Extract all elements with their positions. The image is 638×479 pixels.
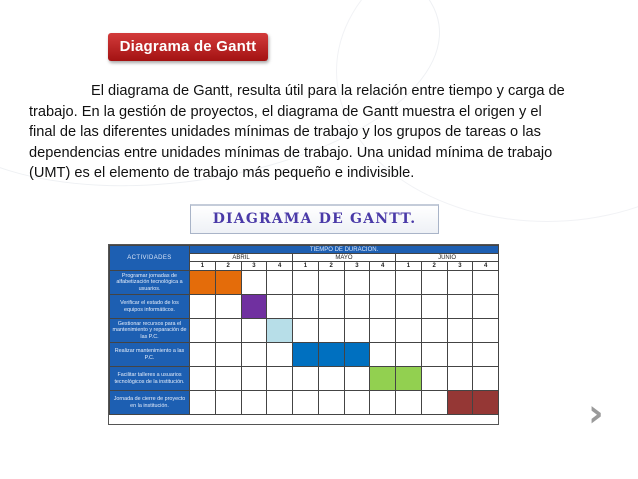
gantt-bar-cell (293, 343, 319, 367)
gantt-bar-cell (190, 271, 216, 295)
gantt-bar-cell (370, 367, 396, 391)
gantt-empty-cell (396, 295, 422, 319)
gantt-empty-cell (421, 367, 447, 391)
week-label: 1 (293, 262, 319, 271)
gantt-empty-cell (215, 367, 241, 391)
gantt-bar-cell (215, 271, 241, 295)
gantt-empty-cell (370, 343, 396, 367)
gantt-empty-cell (421, 343, 447, 367)
gantt-empty-cell (421, 271, 447, 295)
activities-header: ACTIVIDADES (110, 246, 190, 271)
paragraph-line: final de las diferentes unidades mínimas de trabajo y los grupos de tareas o las (29, 124, 541, 140)
gantt-empty-cell (293, 295, 319, 319)
gantt-empty-cell (421, 319, 447, 343)
gantt-empty-cell (293, 271, 319, 295)
gantt-empty-cell (215, 343, 241, 367)
gantt-bar-cell (344, 343, 370, 367)
gantt-empty-cell (190, 367, 216, 391)
gantt-bar-cell (267, 319, 293, 343)
gantt-empty-cell (370, 271, 396, 295)
gantt-bar-cell (396, 367, 422, 391)
gantt-empty-cell (241, 367, 267, 391)
gantt-empty-cell (473, 271, 499, 295)
gantt-empty-cell (447, 271, 473, 295)
gantt-empty-cell (473, 367, 499, 391)
gantt-empty-cell (241, 391, 267, 415)
activity-label: Facilitar talleres a usuarios tecnológicos de la institución. (110, 367, 190, 391)
gantt-empty-cell (318, 391, 344, 415)
activity-label: Jornada de cierre de proyecto en la institución. (110, 391, 190, 415)
gantt-empty-cell (473, 319, 499, 343)
gantt-empty-cell (267, 391, 293, 415)
gantt-bar-cell (241, 295, 267, 319)
week-label: 4 (370, 262, 396, 271)
activity-label: Realizar mantenimiento a las P.C. (110, 343, 190, 367)
gantt-empty-cell (190, 343, 216, 367)
gantt-empty-cell (215, 391, 241, 415)
gantt-empty-cell (370, 391, 396, 415)
gantt-empty-cell (318, 367, 344, 391)
week-label: 1 (396, 262, 422, 271)
gantt-empty-cell (267, 271, 293, 295)
activity-label: Programar jornadas de alfabetización tecnológica a usuarios. (110, 271, 190, 295)
gantt-empty-cell (447, 295, 473, 319)
gantt-empty-cell (215, 295, 241, 319)
gantt-empty-cell (421, 391, 447, 415)
time-header: TIEMPO DE DURACION. (190, 246, 499, 254)
gantt-empty-cell (447, 319, 473, 343)
gantt-row (110, 271, 499, 295)
gantt-empty-cell (190, 319, 216, 343)
gantt-empty-cell (447, 343, 473, 367)
gantt-empty-cell (396, 319, 422, 343)
gantt-bar-cell (447, 391, 473, 415)
gantt-empty-cell (267, 295, 293, 319)
gantt-row (110, 295, 499, 319)
gantt-empty-cell (344, 295, 370, 319)
activity-label: Verificar el estado de los equipos informáticos. (110, 295, 190, 319)
paragraph-line: trabajo. En la gestión de proyectos, el diagrama de Gantt muestra el origen y el (29, 103, 542, 120)
gantt-empty-cell (421, 295, 447, 319)
week-label: 2 (215, 262, 241, 271)
gantt-empty-cell (370, 319, 396, 343)
week-label: 2 (318, 262, 344, 271)
gantt-bar-cell (473, 391, 499, 415)
gantt-table (109, 245, 499, 415)
gantt-empty-cell (370, 295, 396, 319)
paragraph-line: (UMT) es el elemento de trabajo más pequeño e indivisible. (29, 165, 415, 181)
gantt-empty-cell (241, 319, 267, 343)
month-label: JUNIO (396, 254, 499, 262)
gantt-chart (108, 244, 499, 425)
gantt-empty-cell (318, 295, 344, 319)
gantt-empty-cell (396, 343, 422, 367)
week-label: 3 (241, 262, 267, 271)
month-label: MAYO (293, 254, 396, 262)
gantt-empty-cell (318, 271, 344, 295)
chevron-right-icon[interactable]: › (588, 391, 604, 435)
gantt-empty-cell (344, 319, 370, 343)
gantt-empty-cell (267, 343, 293, 367)
week-label: 3 (447, 262, 473, 271)
gantt-bar-cell (318, 343, 344, 367)
activity-label: Gestionar recursos para el mantenimiento y reparación de las P.C. (110, 319, 190, 343)
gantt-empty-cell (344, 271, 370, 295)
gantt-empty-cell (190, 295, 216, 319)
gantt-empty-cell (293, 319, 319, 343)
gantt-empty-cell (241, 271, 267, 295)
gantt-empty-cell (344, 367, 370, 391)
gantt-empty-cell (293, 367, 319, 391)
slide-title: Diagrama de Gantt (108, 33, 268, 61)
gantt-empty-cell (396, 271, 422, 295)
gantt-empty-cell (190, 391, 216, 415)
week-label: 2 (421, 262, 447, 271)
week-label: 3 (344, 262, 370, 271)
gantt-empty-cell (447, 367, 473, 391)
body-paragraph (29, 81, 615, 184)
gantt-row (110, 343, 499, 367)
week-label: 4 (473, 262, 499, 271)
diagram-title: DIAGRAMA DE GANTT. (190, 204, 439, 234)
gantt-empty-cell (241, 343, 267, 367)
gantt-empty-cell (344, 391, 370, 415)
gantt-empty-cell (473, 295, 499, 319)
gantt-empty-cell (215, 319, 241, 343)
week-label: 4 (267, 262, 293, 271)
gantt-empty-cell (293, 391, 319, 415)
paragraph-line: El diagrama de Gantt, resulta útil para la relación entre tiempo y carga de (91, 83, 565, 99)
gantt-empty-cell (267, 367, 293, 391)
gantt-row (110, 391, 499, 415)
month-label: ABRIL (190, 254, 293, 262)
week-label: 1 (190, 262, 216, 271)
gantt-row (110, 367, 499, 391)
gantt-empty-cell (473, 343, 499, 367)
gantt-empty-cell (318, 319, 344, 343)
gantt-row (110, 319, 499, 343)
gantt-empty-cell (396, 391, 422, 415)
paragraph-line: dependencias entre unidades mínimas de trabajo. Una unidad mínima de trabajo (29, 144, 553, 161)
